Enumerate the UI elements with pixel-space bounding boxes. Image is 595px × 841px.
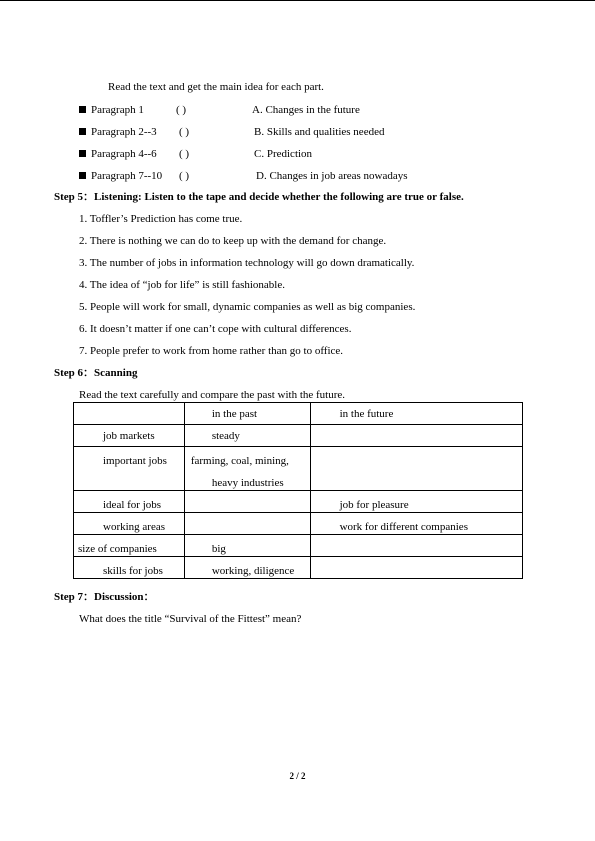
row-label: important jobs: [103, 455, 167, 467]
table-header-cell: in the past: [184, 403, 310, 425]
list-item: 2. There is nothing we can do to keep up with the demand for change.: [79, 235, 387, 247]
past-value: [185, 513, 310, 520]
discussion-question: What does the title “Survival of the Fittest” mean?: [79, 613, 302, 625]
table-row: [74, 447, 523, 491]
list-item: [79, 147, 157, 161]
row-label: ideal for jobs: [103, 499, 162, 511]
table-row: [74, 491, 523, 513]
comparison-table: [73, 402, 523, 579]
table-header-row: [74, 403, 523, 425]
list-item: 3. The number of jobs in information technology will go down dramatically.: [79, 257, 415, 269]
option-text: B. Skills and qualities needed: [254, 126, 385, 138]
answer-blank: ( ): [179, 126, 190, 138]
option-text: C. Prediction: [254, 148, 313, 160]
future-value: [311, 447, 522, 454]
past-value: steady: [211, 430, 240, 442]
row-label: job markets: [103, 430, 155, 442]
future-value: work for different companies: [339, 521, 468, 533]
option-text: A. Changes in the future: [252, 104, 360, 116]
table-row: [74, 535, 523, 557]
row-label: size of companies: [78, 543, 157, 555]
row-label: skills for jobs: [103, 565, 163, 577]
page-top-rule: [0, 0, 595, 1]
square-bullet-icon: [79, 150, 86, 157]
past-value: working, diligence: [211, 565, 295, 577]
table-row: [74, 557, 523, 579]
answer-blank: ( ): [179, 148, 190, 160]
list-item: [79, 103, 144, 117]
list-item: 5. People will work for small, dynamic companies as well as big companies.: [79, 301, 416, 313]
paragraph-label: Paragraph 1: [91, 104, 144, 116]
past-value: big: [211, 543, 226, 555]
paragraph-label: Paragraph 2--3: [91, 126, 157, 138]
past-value: heavy industries: [211, 477, 284, 489]
future-value: [311, 535, 522, 542]
step6-instruction: Read the text carefully and compare the past with the future.: [79, 389, 346, 401]
row-label: working areas: [103, 521, 166, 533]
list-item: 4. The idea of “job for life” is still fashionable.: [79, 279, 285, 291]
page-number: 2 / 2: [289, 771, 306, 781]
paragraph-label: Paragraph 7--10: [91, 170, 163, 182]
table-row: [74, 425, 523, 447]
future-value: [311, 425, 522, 429]
step5-heading: Step 5：Listening: Listen to the tape and decide whether the following are true or false.: [54, 191, 464, 203]
table-row: [74, 513, 523, 535]
option-text: D. Changes in job areas nowadays: [256, 170, 408, 182]
paragraph-label: Paragraph 4--6: [91, 148, 157, 160]
table-header-cell: [74, 403, 185, 425]
square-bullet-icon: [79, 128, 86, 135]
list-item: 1. Toffler’s Prediction has come true.: [79, 213, 243, 225]
table-header-cell: in the future: [310, 403, 522, 425]
past-value: farming, coal, mining,: [190, 455, 289, 467]
list-item: 7. People prefer to work from home rather than go to office.: [79, 345, 344, 357]
answer-blank: ( ): [179, 170, 190, 182]
future-value: job for pleasure: [339, 499, 409, 511]
answer-blank: ( ): [176, 104, 187, 116]
square-bullet-icon: [79, 172, 86, 179]
step6-heading: Step 6：Scanning: [54, 367, 138, 379]
step7-heading: Step 7：Discussion：: [54, 591, 155, 603]
square-bullet-icon: [79, 106, 86, 113]
future-value: [311, 557, 522, 564]
past-value: [185, 491, 310, 498]
list-item: [79, 125, 157, 139]
list-item: 6. It doesn’t matter if one can’t cope with cultural differences.: [79, 323, 352, 335]
intro-instruction: Read the text and get the main idea for each part.: [108, 81, 324, 93]
list-item: [79, 169, 162, 183]
